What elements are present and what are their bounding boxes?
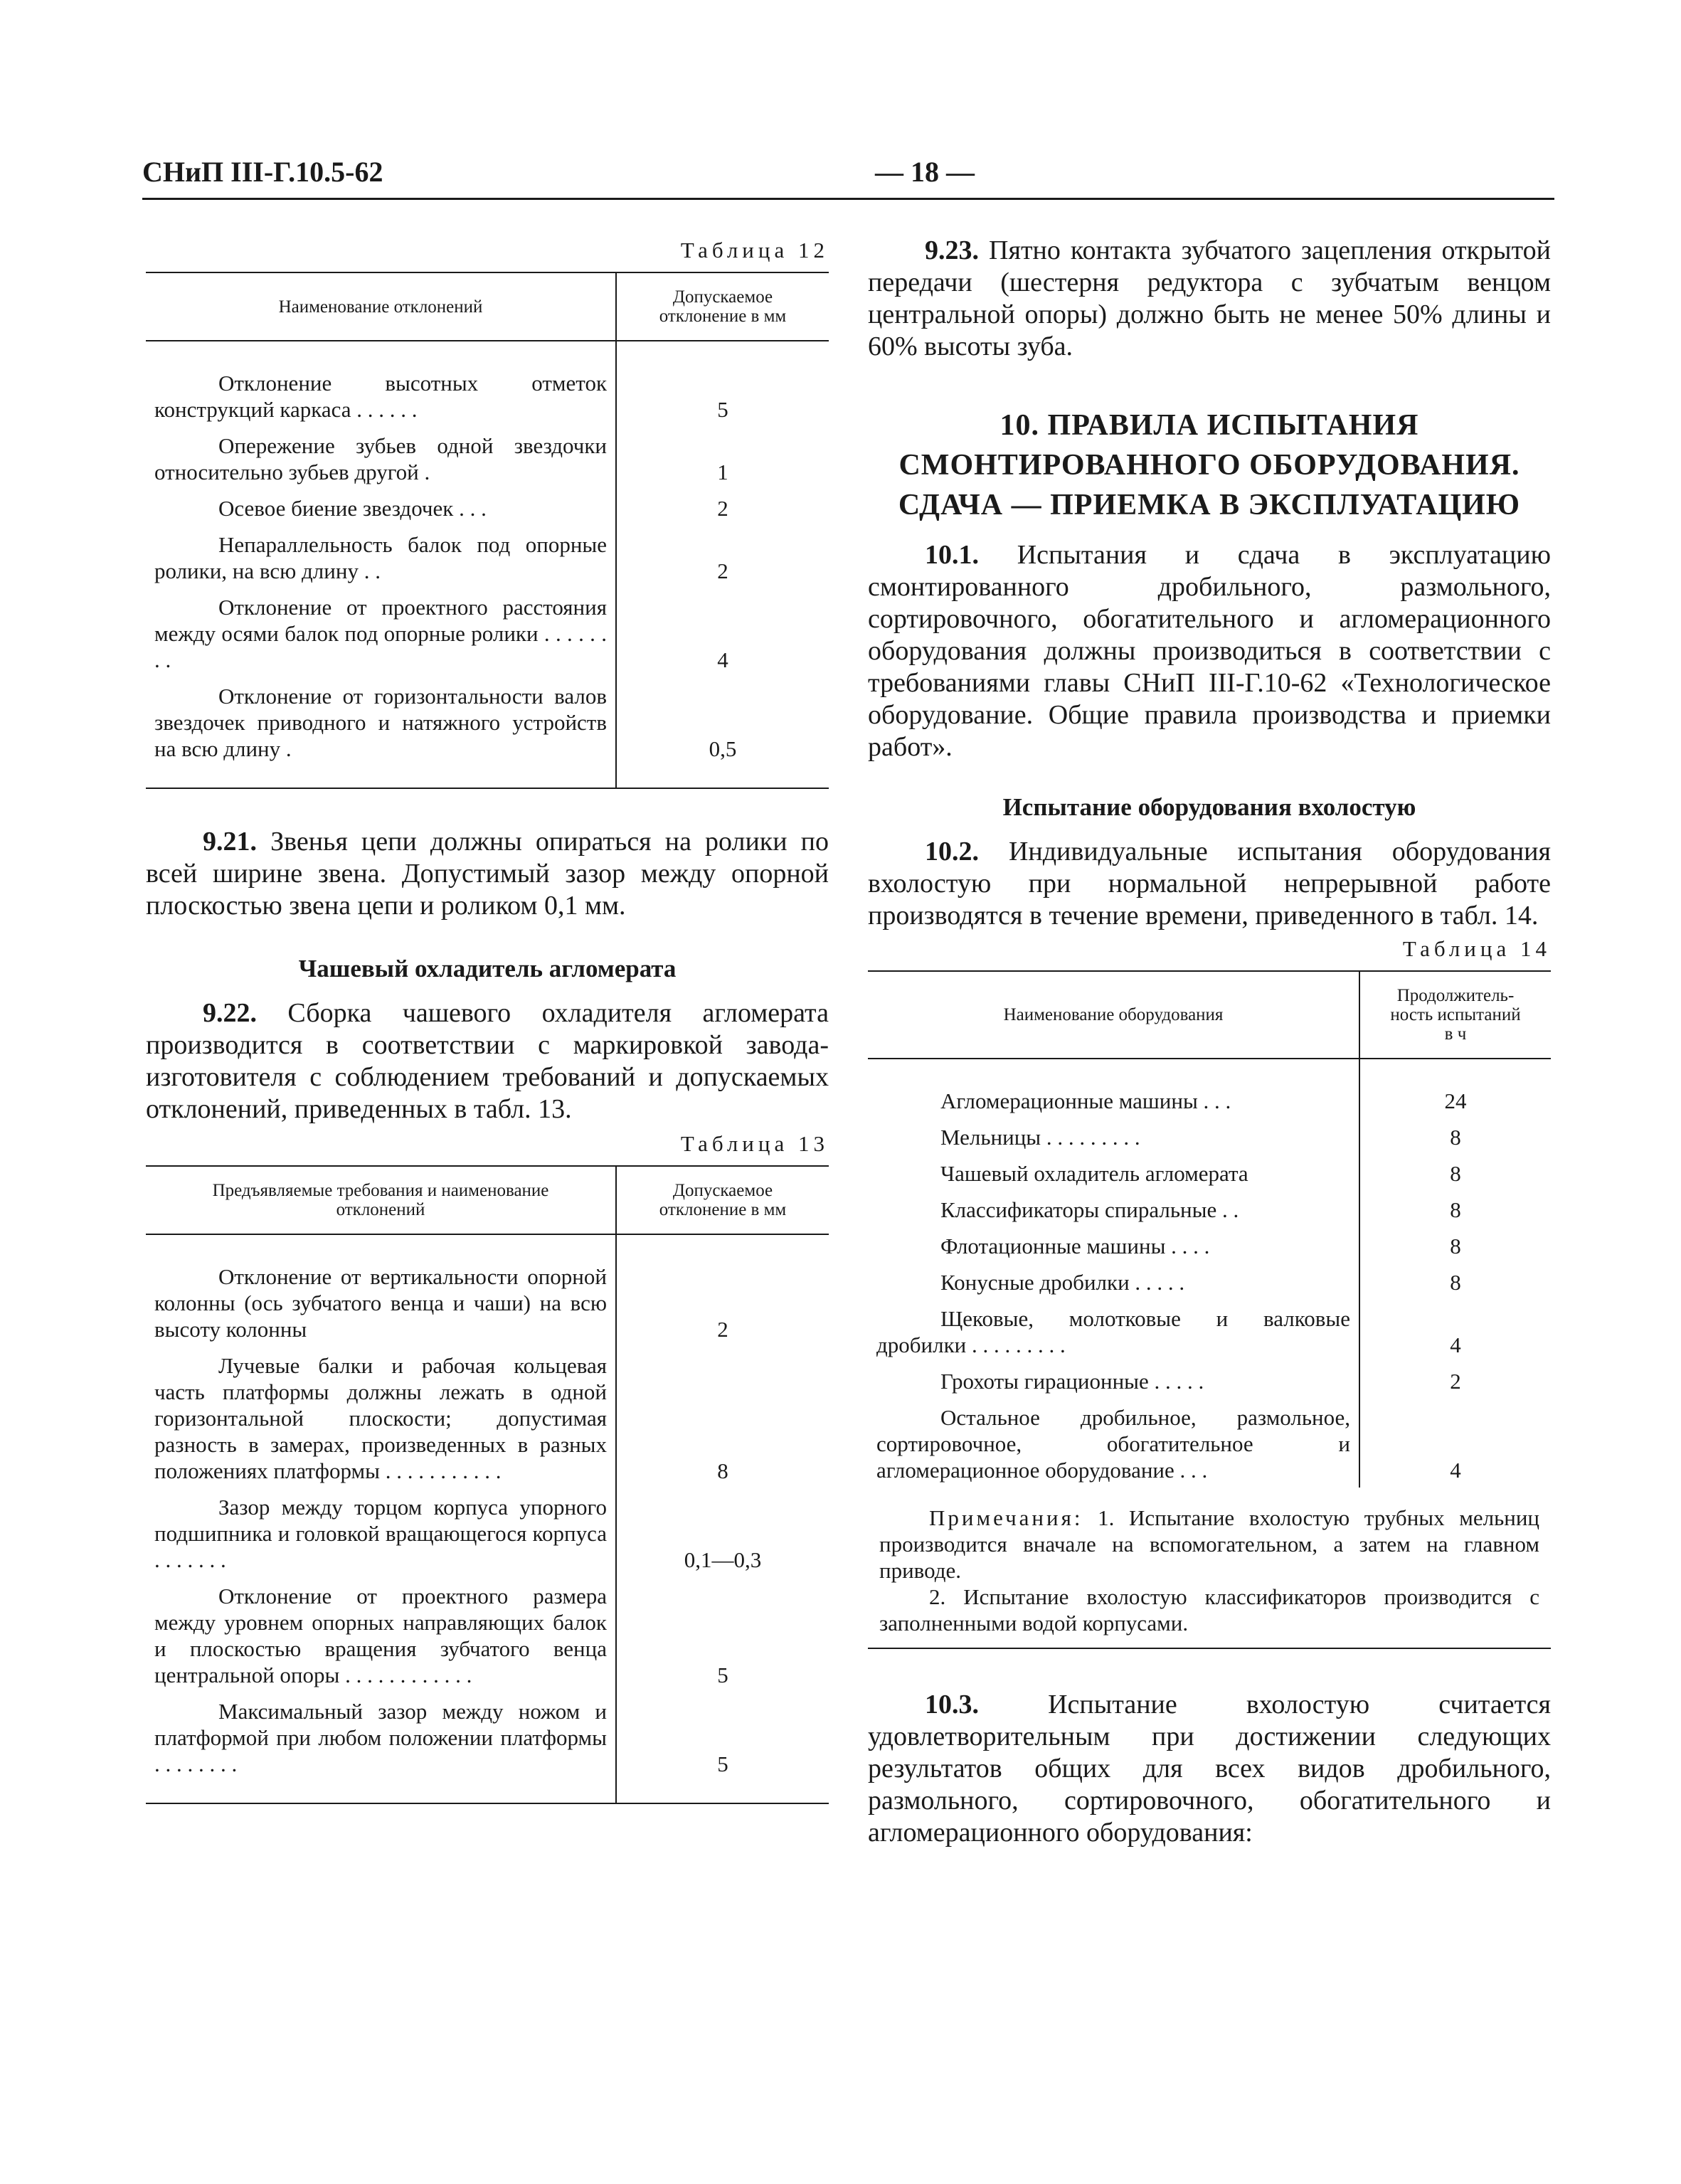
table-row — [868, 1362, 1551, 1399]
paragraph-10-1 — [868, 539, 1551, 763]
table-row — [146, 341, 829, 427]
row-name: Флотационные машины . . . . — [868, 1227, 1359, 1263]
row-value: 8 — [1450, 1161, 1461, 1186]
page-number: — 18 — — [875, 156, 975, 188]
table12-caption: Таблица 12 — [680, 238, 829, 263]
table-row — [146, 1577, 829, 1692]
table-12 — [146, 272, 829, 789]
row-value: 8 — [717, 1458, 728, 1483]
row-name: Зазор между торцом корпуса упорного подшипника и головкой вращающегося корпуса . . . . . . . — [146, 1488, 616, 1577]
row-name: Щековые, молотковые и валковые дробилки . . . . . . . . . — [868, 1300, 1359, 1362]
row-name: Конусные дробилки . . . . . — [868, 1263, 1359, 1300]
row-name: Классификаторы спиральные . . — [868, 1191, 1359, 1227]
column-header-line: отклонение в мм — [659, 1200, 787, 1219]
row-name: Отклонение от проектного расстояния между осями балок под опорные ролики . . . . . . . . — [146, 588, 616, 677]
paragraph-9-23 — [868, 235, 1551, 363]
column-header — [616, 272, 829, 341]
table-row — [868, 1191, 1551, 1227]
document-code: СНиП III-Г.10.5-62 — [142, 156, 383, 188]
row-name: Опережение зубьев одной звездочки относительно зубьев другой . — [146, 427, 616, 489]
row-value: 2 — [1450, 1369, 1461, 1394]
table13-caption: Таблица 13 — [680, 1131, 829, 1156]
paragraph-number: 10.1. — [925, 540, 979, 570]
column-header — [1359, 971, 1551, 1059]
row-value: 2 — [717, 496, 728, 521]
table-row — [146, 1234, 829, 1347]
row-value: 8 — [1450, 1234, 1461, 1258]
paragraph-10-2 — [868, 836, 1551, 932]
table-row — [868, 1059, 1551, 1118]
column-header-line: отклонение в мм — [659, 307, 787, 326]
row-name: Отклонение от горизонтальности валов звездочек приводного и натяжного устройств на всю длину . — [146, 677, 616, 788]
paragraph-text: Испытание вхолостую считается удовлетворительным при достижении следующих результатов общих для всех видов дробильного, размольного, сортировочного, обогатительного и агломерационного оборудования: — [868, 1690, 1551, 1848]
row-value: 4 — [1450, 1458, 1461, 1483]
header-rule — [142, 198, 1554, 200]
row-value: 1 — [717, 460, 728, 484]
table-row — [146, 1488, 829, 1577]
table-row — [868, 1263, 1551, 1300]
section-heading-line: СДАЧА — ПРИЕМКА В ЭКСПЛУАТАЦИЮ — [898, 489, 1521, 521]
row-value: 5 — [717, 1663, 728, 1687]
column-header — [146, 1166, 616, 1234]
paragraph-text: Звенья цепи должны опираться на ролики по всей ширине звена. Допустимый зазор между опорной плоскостью звена цепи и роликом 0,1 мм. — [146, 827, 829, 921]
table-row — [146, 526, 829, 588]
table-row — [146, 588, 829, 677]
row-value: 4 — [1450, 1332, 1461, 1357]
column-header-line: Допускаемое — [672, 287, 773, 307]
subheading-idle-test: Испытание оборудования вхолостую — [1002, 793, 1416, 821]
row-value: 5 — [717, 1751, 728, 1776]
left-column — [146, 235, 829, 1804]
row-name: Непараллельность балок под опорные ролики, на всю длину . . — [146, 526, 616, 588]
row-value: 4 — [717, 647, 728, 672]
paragraph-number: 10.2. — [925, 837, 979, 866]
paragraph-number: 9.23. — [925, 235, 979, 265]
paragraph-text: Сборка чашевого охладителя агломерата производится в соответствии с маркировкой завода-изготовителя с соблюдением требований и допускаемых отклонений, приведенных в табл. 13. — [146, 998, 829, 1124]
table-row — [868, 1227, 1551, 1263]
table-row — [868, 1155, 1551, 1191]
paragraph-number: 9.22. — [203, 998, 257, 1028]
section-heading-line: 10. ПРАВИЛА ИСПЫТАНИЯ — [999, 409, 1419, 442]
column-header-line: ность испытаний — [1390, 1005, 1521, 1024]
table14-caption: Таблица 14 — [1402, 936, 1551, 961]
notes-label: Примечания: — [929, 1505, 1083, 1530]
paragraph-text: Индивидуальные испытания оборудования вхолостую при нормальной непрерывной работе производятся в течение времени, приведенного в табл. 14. — [868, 837, 1551, 931]
note-1 — [879, 1505, 1539, 1584]
column-header-line: Допускаемое — [672, 1181, 773, 1200]
paragraph-text: Испытания и сдача в эксплуатацию смонтированного дробильного, размольного, сортировочного, обогатительного и агломерационного оборудования должны производиться в соответствии с требованиями главы СНиП III-Г.10-62 «Технологическое оборудование. Общие правила производства и приемки работ». — [868, 540, 1551, 762]
column-header-line: Продолжитель- — [1396, 986, 1515, 1005]
table-13 — [146, 1165, 829, 1804]
table-header-row — [146, 272, 829, 341]
row-value: 8 — [1450, 1197, 1461, 1222]
table-notes-row — [868, 1488, 1551, 1648]
table-row — [146, 427, 829, 489]
row-name: Максимальный зазор между ножом и платформой при любом положении платформы . . . . . . . . — [146, 1692, 616, 1803]
note-2: 2. Испытание вхолостую классификаторов производится с заполненными водой корпусами. — [879, 1584, 1539, 1636]
table-row — [868, 1300, 1551, 1362]
paragraph-9-22 — [146, 997, 829, 1125]
row-name: Осевое биение звездочек . . . — [146, 489, 616, 526]
column-header: Наименование оборудования — [868, 971, 1359, 1059]
column-header: Наименование отклонений — [146, 272, 616, 341]
right-column — [868, 235, 1551, 1849]
column-header-line: в ч — [1444, 1024, 1467, 1044]
row-value: 0,1—0,3 — [684, 1547, 762, 1572]
row-value: 24 — [1444, 1088, 1467, 1113]
column-header-line: отклонений — [336, 1200, 425, 1219]
page-header — [142, 155, 1554, 198]
table-row — [146, 677, 829, 788]
table-row — [146, 1347, 829, 1488]
row-value: 0,5 — [709, 736, 737, 761]
table-row — [146, 1692, 829, 1803]
row-name: Отклонение от вертикальности опорной колонны (ось зубчатого венца и чаши) на всю высоту колонны — [146, 1234, 616, 1347]
row-value: 8 — [1450, 1270, 1461, 1295]
table-row — [868, 1399, 1551, 1488]
row-name: Чашевый охладитель агломерата — [868, 1155, 1359, 1191]
row-value: 5 — [717, 397, 728, 422]
row-value: 8 — [1450, 1125, 1461, 1150]
row-name: Остальное дробильное, размольное, сортировочное, обогатительное и агломерационное оборудование . . . — [868, 1399, 1359, 1488]
table-notes — [868, 1488, 1551, 1648]
paragraph-number: 9.21. — [203, 827, 257, 857]
row-name: Грохоты гирационные . . . . . — [868, 1362, 1359, 1399]
row-name: Отклонение от проектного размера между уровнем опорных направляющих балок и плоскостью вращения зубчатого венца центральной опоры . . . . . . . . . . . . — [146, 1577, 616, 1692]
subheading-cooler: Чашевый охладитель агломерата — [298, 955, 677, 982]
paragraph-9-21 — [146, 826, 829, 922]
row-name: Мельницы . . . . . . . . . — [868, 1118, 1359, 1155]
table-row — [868, 1118, 1551, 1155]
row-name: Отклонение высотных отметок конструкций каркаса . . . . . . — [146, 341, 616, 427]
paragraph-number: 10.3. — [925, 1690, 979, 1719]
paragraph-text: Пятно контакта зубчатого зацепления открытой передачи (шестерня редуктора с зубчатым венцом центральной опоры) должно быть не менее 50% длины и 60% высоты зуба. — [868, 235, 1551, 361]
table-header-row — [146, 1166, 829, 1234]
note-text: 1. Испытание вхолостую трубных мельниц производится вначале на вспомогательном, а затем на главном приводе. — [879, 1505, 1539, 1583]
row-value: 2 — [717, 558, 728, 583]
table-14 — [868, 970, 1551, 1649]
row-value: 2 — [717, 1317, 728, 1342]
row-name: Лучевые балки и рабочая кольцевая часть платформы должны лежать в одной горизонтальной плоскости; допустимая разность в замерах, произведенных в разных положениях платформы . . . . . . . . . . . — [146, 1347, 616, 1488]
section-heading-line: СМОНТИРОВАННОГО ОБОРУДОВАНИЯ. — [898, 449, 1520, 482]
section-10-heading — [868, 405, 1551, 525]
column-header-line: Предъявляемые требования и наименование — [212, 1181, 549, 1200]
column-header — [616, 1166, 829, 1234]
row-name: Агломерационные машины . . . — [868, 1059, 1359, 1118]
table-header-row — [868, 971, 1551, 1059]
table-row — [146, 489, 829, 526]
paragraph-10-3 — [868, 1689, 1551, 1849]
